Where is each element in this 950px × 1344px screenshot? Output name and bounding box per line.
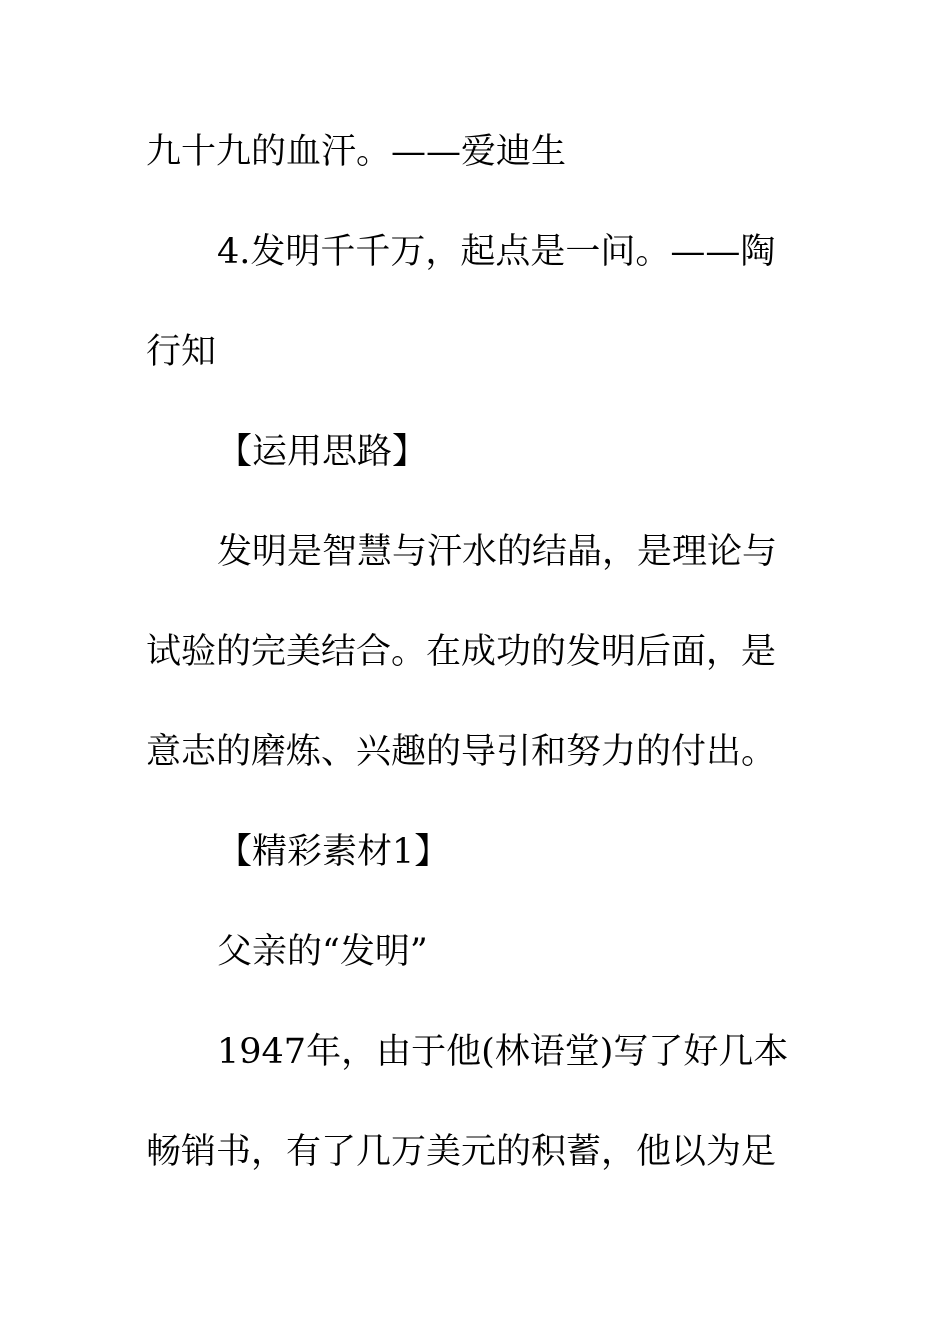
section-heading-material: 【精彩素材1】	[217, 832, 450, 872]
text-line-6: 试验的完美结合。在成功的发明后面，是	[146, 632, 777, 672]
text-line-7: 意志的磨炼、兴趣的导引和努力的付出。	[146, 732, 777, 772]
text-line-10: 1947年，由于他(林语堂)写了好几本	[217, 1032, 789, 1072]
text-line-11: 畅销书，有了几万美元的积蓄，他以为足	[146, 1132, 777, 1172]
text-line-1: 九十九的血汗。——爱迪生	[146, 132, 567, 172]
text-line-3: 行知	[146, 332, 217, 372]
section-heading-usage: 【运用思路】	[217, 432, 428, 472]
text-line-5: 发明是智慧与汗水的结晶，是理论与	[217, 532, 778, 572]
material-title: 父亲的“发明”	[217, 932, 428, 972]
text-line-2: 4.发明千千万，起点是一问。——陶	[217, 232, 776, 272]
